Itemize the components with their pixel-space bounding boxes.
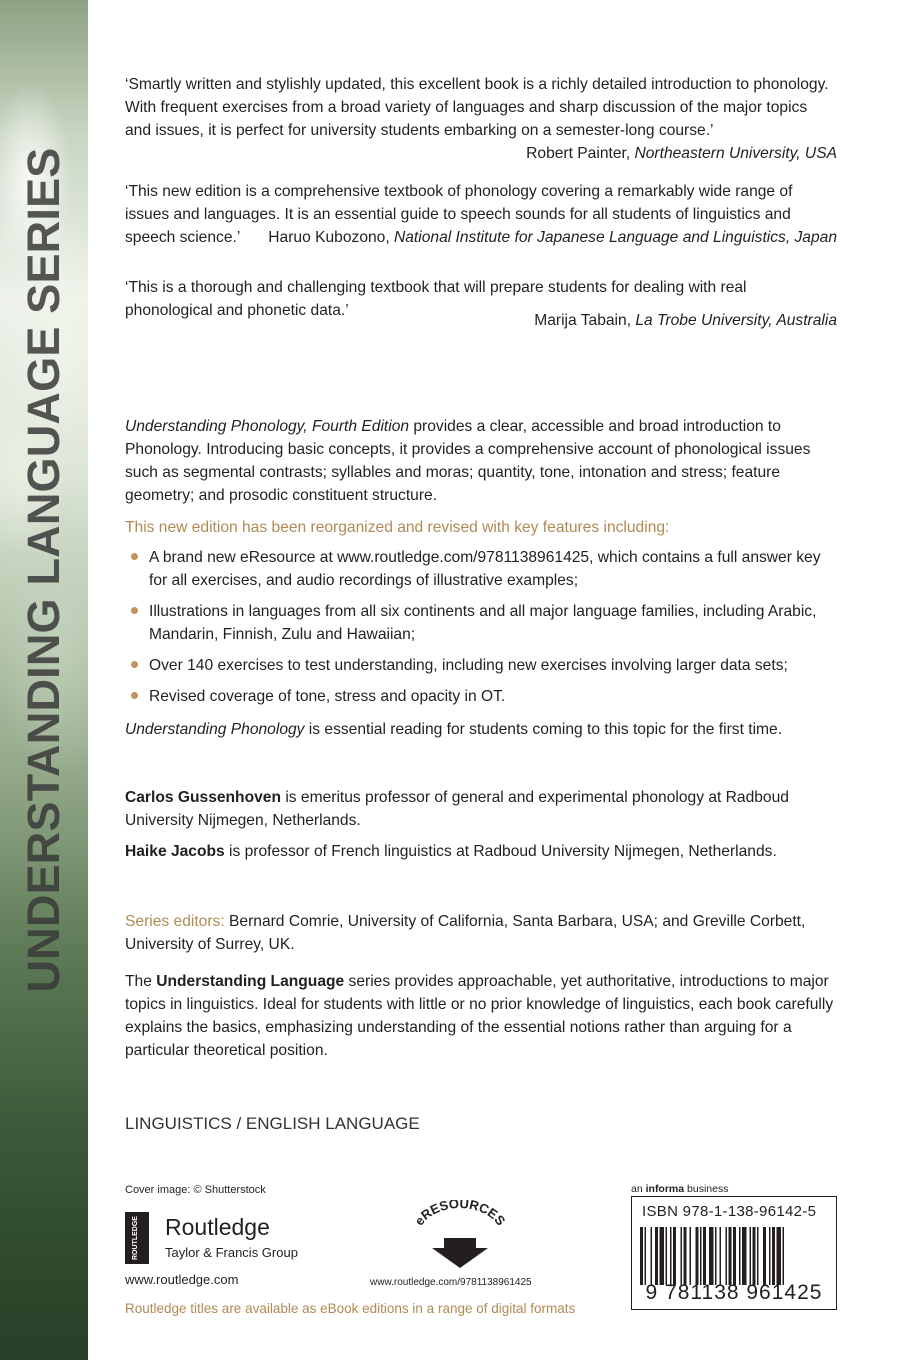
bullet-icon [131,553,138,560]
publisher-url: www.routledge.com [125,1272,239,1287]
barcode-bar [651,1227,653,1285]
quote-attribution: Robert Painter, Northeastern University, USA [526,145,837,162]
barcode-bar [681,1227,683,1285]
eresources-icon [410,1200,510,1270]
features-list [125,546,837,716]
barcode-bar [660,1227,665,1285]
barcode-bar [670,1227,672,1285]
barcode-bar [700,1227,702,1285]
barcode-bar [772,1227,775,1285]
barcode-bar [696,1227,699,1285]
barcode-bar [690,1227,692,1285]
author-bios [125,786,837,863]
barcode-bar [753,1227,756,1285]
barcode-bar [733,1227,736,1285]
informa-line: an informa business [631,1183,729,1195]
review-quote-2 [125,180,837,249]
author-1: Carlos Gussenhoven is emeritus professor of general and experimental phonology at Radboud University Nijmegen, Netherlands. [125,789,789,829]
barcode-bar [666,1227,668,1285]
spine-panel [0,0,88,1360]
publisher-name: Routledge [165,1214,270,1240]
barcode-bar [729,1227,732,1285]
barcode-bar [720,1227,722,1285]
barcode-bar [739,1227,741,1285]
barcode-bar [673,1227,676,1285]
list-item: Illustrations in languages from all six continents and all major language families, including Arabic, Mandarin, Finnish, Zulu and Hawaiian; [125,600,837,646]
routledge-mark-icon [125,1212,149,1264]
publisher-group: Taylor & Francis Group [165,1245,298,1260]
svg-text:eRESOURCES: eRESOURCES [411,1200,509,1229]
review-quote-1 [125,73,837,165]
author-2: Haike Jacobs is professor of French linguistics at Radboud University Nijmegen, Netherlands. [125,843,777,860]
bullet-icon [131,607,138,614]
barcode-bar [777,1227,782,1285]
book-description: Understanding Phonology, Fourth Edition provides a clear, accessible and broad introduction to Phonology. Introducing basic concepts, it provides a comprehensive account of phonological issues such as segmental contrasts; syllables and moras; quantity, tone, intonation and stress; feature geometry; and prosodic constituent structure. [125,418,811,504]
list-item: A brand new eResource at www.routledge.com/9781138961425, which contains a full answer key for all exercises, and audio recordings of illustrative examples; [125,546,837,592]
barcode-bar [640,1227,643,1285]
cover-credit: Cover image: © Shutterstock [125,1184,266,1196]
series-description: The Understanding Language series provides approachable, yet authoritative, introductions to major topics in linguistics. Ideal for students with little or no prior knowledge of linguistics, each book carefully explains the basics, emphasizing understanding of the essential notions rather than arguing for a particular theoretical position. [125,973,834,1059]
features-heading: This new edition has been reorganized and revised with key features including: [125,519,670,536]
series-editors: Series editors: Bernard Comrie, University of California, Santa Barbara, USA; and Greville Corbett, University of Surrey, UK. [125,913,806,953]
barcode-icon [638,1227,828,1285]
barcode-bar [783,1227,785,1285]
barcode-bar [709,1227,714,1285]
barcode-bar [715,1227,717,1285]
list-item: Over 140 exercises to test understanding, including new exercises involving larger data sets; [125,654,837,677]
review-quote-3 [125,276,837,332]
quote-text: ‘This new edition is a comprehensive textbook of phonology covering a remarkably wide range of issues and languages. It is an essential guide to speech sounds for all students of linguistics and speech science.’ [125,183,793,246]
barcode-bar [645,1227,647,1285]
barcode-bar [684,1227,687,1285]
barcode-bar [726,1227,728,1285]
svg-text:ROUTLEDGE: ROUTLEDGE [132,1216,139,1260]
barcode-box [631,1196,837,1310]
quote-attribution: Haruo Kubozono, National Institute for Japanese Language and Linguistics, Japan [268,229,837,246]
bullet-icon [131,661,138,668]
barcode-bar [742,1227,747,1285]
routledge-logo [125,1212,325,1268]
quote-text: ‘Smartly written and stylishly updated, this excellent book is a richly detailed introduction to phonology. With frequent exercises from a broad variety of languages and sharp discussion of the major topics and issues, it is perfect for university students embarking on a semester-long course.’ [125,76,829,139]
quote-text: ‘This is a thorough and challenging textbook that will prepare students for dealing with real phonological and phonetic data.’ [125,279,747,319]
barcode-bar [655,1227,658,1285]
category-label: LINGUISTICS / ENGLISH LANGUAGE [125,1114,420,1133]
series-spine-title: UNDERSTANDING LANGUAGE SERIES [18,147,69,993]
barcode-digits: 9 781138 961425 [645,1281,823,1304]
list-item: Revised coverage of tone, stress and opacity in OT. [125,685,837,708]
isbn-text: ISBN 978-1-138-96142-5 [642,1203,817,1220]
eresources-logo [410,1200,510,1270]
quote-attribution: Marija Tabain, La Trobe University, Australia [534,312,837,329]
ebook-note: Routledge titles are available as eBook editions in a range of digital formats [125,1301,576,1316]
barcode-bar [750,1227,752,1285]
bullet-icon [131,692,138,699]
barcode-bar [703,1227,706,1285]
eresources-url: www.routledge.com/9781138961425 [370,1277,532,1288]
essential-reading: Understanding Phonology is essential reading for students coming to this topic for the first time. [125,721,783,738]
barcode-bar [769,1227,771,1285]
barcode-bar [763,1227,766,1285]
book-title: Understanding Phonology, Fourth Edition [125,418,410,435]
barcode-bar [757,1227,759,1285]
